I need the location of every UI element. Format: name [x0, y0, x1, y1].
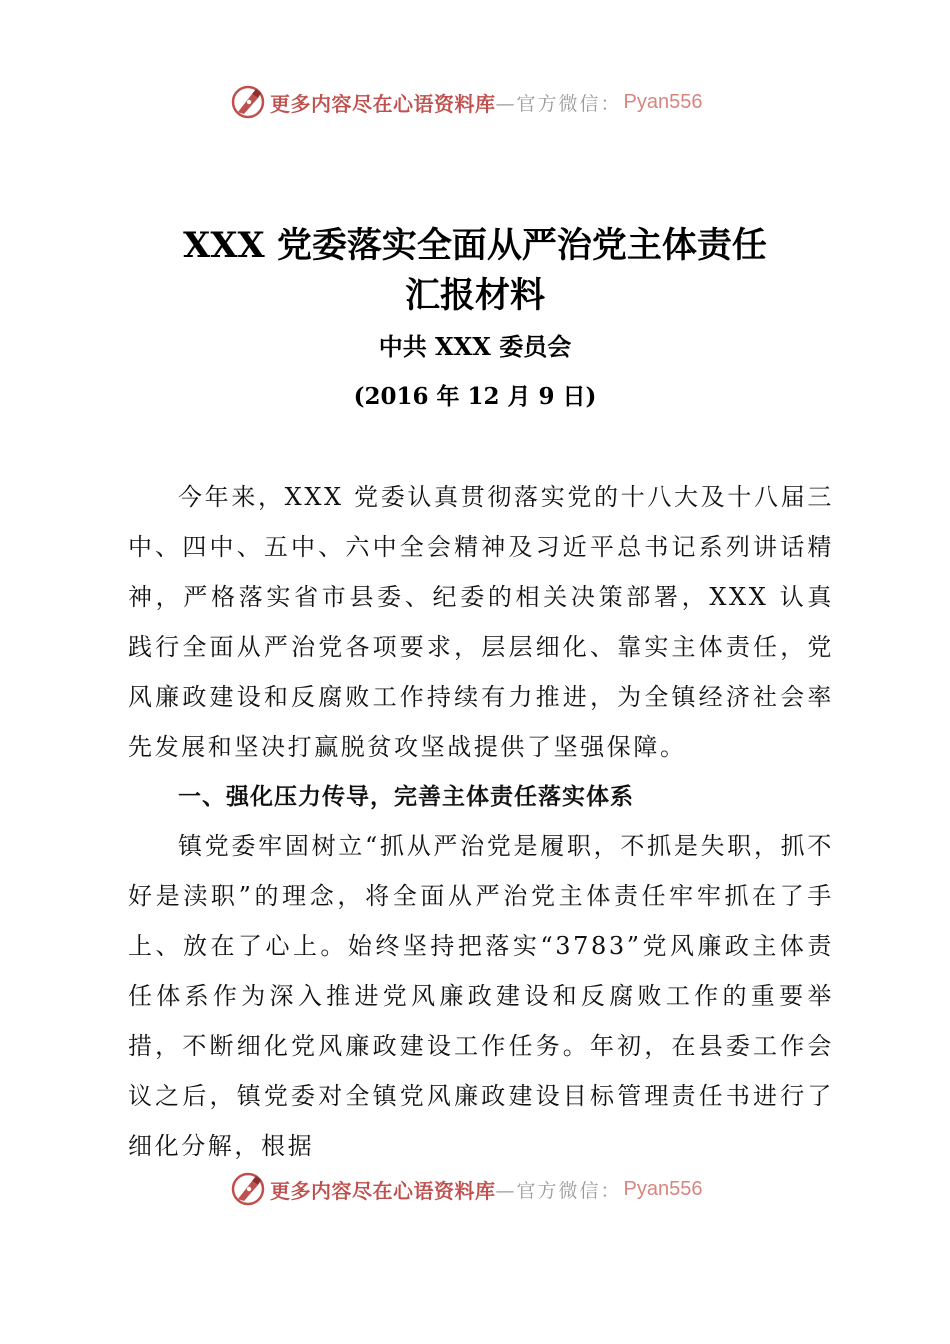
- footer-brand-text: 更多内容尽在心语资料库: [270, 1178, 496, 1203]
- document-title-line1: XXX 党委落实全面从严治党主体责任: [183, 225, 767, 266]
- document-date: (2016 年 12 月 9 日): [353, 383, 597, 410]
- pen-nib-logo-icon: [230, 84, 266, 120]
- section-paragraph: 镇党委牢固树立“抓从严治党是履职，不抓是失职，抓不好是渎职”的理念，将全面从严治党主体责任牢牢抓在了手上、放在了心上。始终坚持把落实“3783”党风廉政主体责任体系作为深入推进党风廉政建设和反腐败工作的重要举措，不断细化党风廉政建设工作任务。年初，在县委工作会议之后，镇党委对全镇党风廉政建设目标管理责任书进行了细化分解，根据: [128, 832, 834, 1160]
- document-issuer: 中共 XXX 委员会: [378, 332, 572, 361]
- header-brand-text: 更多内容尽在心语资料库: [270, 91, 496, 116]
- footer-wechat-id: Pyan556: [623, 1177, 703, 1200]
- header-official-text: —官方微信：: [495, 92, 622, 115]
- footer-banner: [230, 1171, 702, 1207]
- header-banner: [230, 84, 702, 120]
- pen-nib-logo-icon: [230, 1171, 266, 1207]
- document-title-line2: 汇报材料: [404, 275, 545, 316]
- section-heading: 一、强化压力传导，完善主体责任落实体系: [178, 784, 634, 810]
- header-wechat-id: Pyan556: [623, 90, 703, 113]
- intro-paragraph: 今年来，XXX 党委认真贯彻落实党的十八大及十八届三中、四中、五中、六中全会精神及习近平总书记系列讲话精神，严格落实省市县委、纪委的相关决策部署，XXX 认真践行全面从严治党各项要求，层层细化、靠实主体责任，党风廉政建设和反腐败工作持续有力推进，为全镇经济社会率先发展和坚决打赢脱贫攻坚战提供了坚强保障。: [128, 483, 834, 761]
- footer-official-text: —官方微信：: [495, 1179, 622, 1202]
